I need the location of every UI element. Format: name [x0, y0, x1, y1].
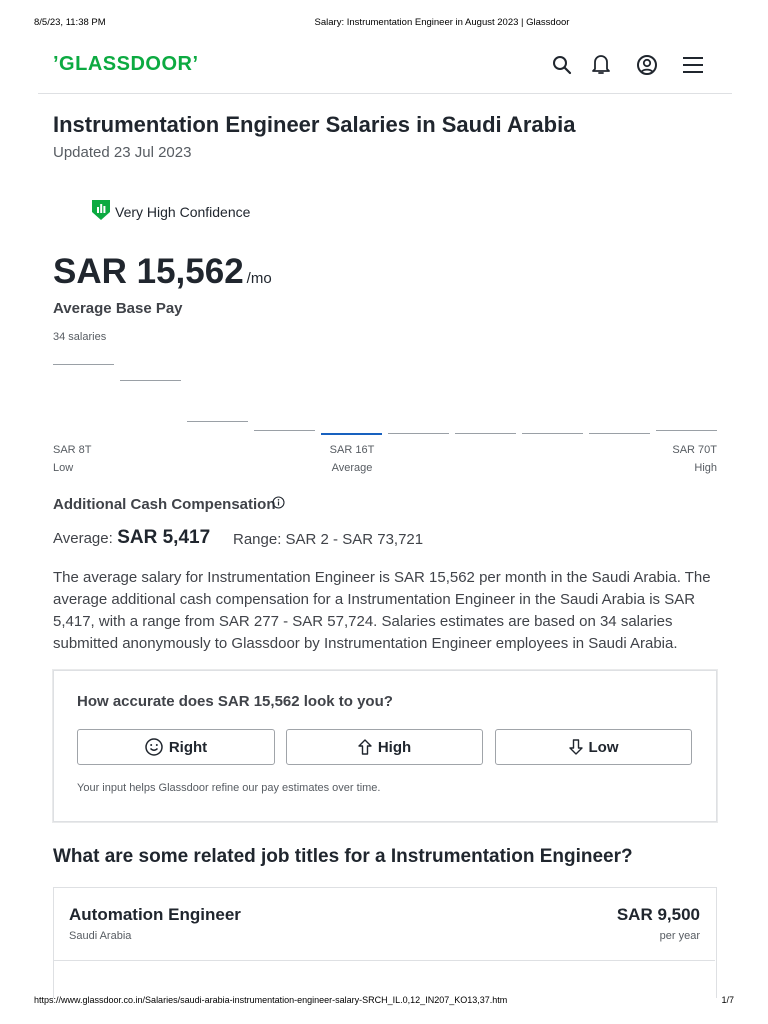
high-button[interactable] [286, 729, 483, 765]
bell-icon[interactable] [588, 51, 614, 77]
additional-cash-range: Range: SAR 2 - SAR 73,721 [233, 531, 424, 548]
header-divider [38, 93, 732, 94]
distribution-bin [589, 433, 650, 434]
average-value: SAR 5,417 [117, 527, 211, 548]
distribution-bin [522, 433, 583, 434]
related-job-period: per year [659, 930, 700, 942]
dist-axis-low-value: SAR 8T [53, 444, 92, 456]
related-job-location: Saudi Arabia [69, 930, 132, 942]
related-titles-list [53, 887, 717, 998]
average-label: Average: [53, 530, 113, 547]
dist-axis-high-value: SAR 70T [672, 444, 717, 456]
salary-distribution-chart [53, 350, 717, 435]
updated-date: Updated 23 Jul 2023 [53, 144, 192, 161]
print-url: https://www.glassdoor.co.in/Salaries/saudi-arabia-instrumentation-engineer-salary-SRCH_IL.0,12_IN207_KO13,37.htm [34, 995, 508, 1005]
page-title: Instrumentation Engineer Salaries in Saudi Arabia [53, 112, 576, 137]
right-button[interactable] [77, 729, 275, 765]
print-datetime: 8/5/23, 11:38 PM [34, 17, 106, 28]
menu-icon[interactable] [680, 52, 706, 78]
distribution-bin [254, 430, 315, 431]
feedback-note: Your input helps Glassdoor refine our pay estimates over time. [77, 782, 381, 794]
pay-amount: SAR 15,562 [53, 252, 244, 291]
low-button-label: Low [588, 738, 619, 756]
low-button[interactable] [495, 729, 692, 765]
average-pay [53, 252, 272, 292]
distribution-bin [388, 433, 449, 434]
pay-period: /mo [246, 270, 272, 287]
user-circle-icon[interactable] [634, 52, 660, 78]
right-button-label: Right [168, 738, 208, 756]
additional-cash-average [53, 527, 210, 549]
arrow-up-icon [358, 739, 372, 755]
distribution-bin [656, 430, 717, 431]
print-doc-title: Salary: Instrumentation Engineer in August 2023 | Glassdoor [314, 17, 570, 28]
confidence-label: Very High Confidence [115, 204, 251, 220]
search-icon[interactable] [549, 52, 575, 78]
salary-description: The average salary for Instrumentation Engineer is SAR 15,562 per month in the Saudi Arabia. The average additional cash compensation for a Instrumentation Engineer in the Saudi Arabia is SAR 5,417, with a range from SAR 277 - SAR 57,724. Salaries estimates are based on 34 salaries submitted anonymously to Glassdoor by Instrumentation Engineer employees in Saudi Arabia. [53, 569, 711, 652]
dist-axis-avg-label: Average [331, 462, 373, 474]
distribution-bin [120, 380, 181, 381]
smile-icon [145, 738, 163, 756]
related-titles-heading: What are some related job titles for a Instrumentation Engineer? [53, 846, 633, 867]
distribution-bin [53, 364, 114, 365]
additional-cash-heading: Additional Cash Compensation [53, 496, 276, 513]
high-button-label: High [377, 738, 412, 756]
shield-chart-icon [91, 199, 111, 226]
dist-axis-avg-value: SAR 16T [329, 444, 375, 456]
pay-label: Average Base Pay [53, 300, 183, 317]
distribution-bin [455, 433, 516, 434]
salary-count: 34 salaries [53, 331, 107, 343]
arrow-down-icon [569, 739, 583, 755]
dist-axis-low-label: Low [53, 462, 74, 474]
glassdoor-logo[interactable]: ’GLASSDOOR’ [53, 53, 199, 75]
dist-axis-high-label: High [694, 462, 717, 474]
info-icon[interactable] [272, 496, 285, 514]
print-page-number: 1/7 [721, 995, 734, 1005]
related-job-pay: SAR 9,500 [616, 905, 700, 924]
related-job-title[interactable]: Automation Engineer [69, 905, 241, 924]
related-item-divider [54, 960, 715, 961]
distribution-bin [187, 421, 248, 422]
feedback-question: How accurate does SAR 15,562 look to you? [77, 693, 393, 710]
distribution-bin [321, 433, 382, 435]
